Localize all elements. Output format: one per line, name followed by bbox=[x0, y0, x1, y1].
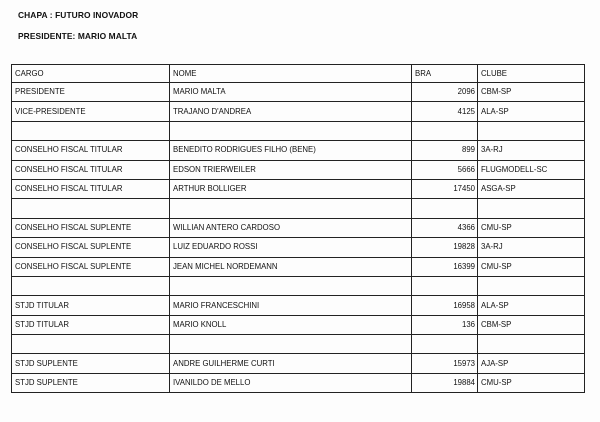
cell-bra: 19828 bbox=[412, 238, 478, 257]
cell-nome: TRAJANO D'ANDREA bbox=[170, 102, 412, 121]
cell-bra bbox=[412, 335, 478, 354]
table-row bbox=[12, 354, 585, 373]
chapa-title: CHAPA : FUTURO INOVADOR bbox=[18, 10, 139, 20]
cell-nome: LUIZ EDUARDO ROSSI bbox=[170, 238, 412, 257]
cell-cargo: STJD TITULAR bbox=[12, 296, 170, 315]
cell-nome: ANDRE GUILHERME CURTI bbox=[170, 354, 412, 373]
cell-bra: 899 bbox=[412, 141, 478, 160]
table-row bbox=[12, 315, 585, 334]
cell-clube: CMU-SP bbox=[478, 218, 585, 237]
cell-cargo: PRESIDENTE bbox=[12, 83, 170, 102]
table-row bbox=[12, 160, 585, 179]
cell-bra bbox=[412, 199, 478, 218]
cell-clube: AJA-SP bbox=[478, 354, 585, 373]
cell-cargo bbox=[12, 121, 170, 140]
cell-clube: CMU-SP bbox=[478, 257, 585, 276]
table-row bbox=[12, 257, 585, 276]
column-header-bra: BRA bbox=[412, 65, 478, 83]
cell-cargo: CONSELHO FISCAL SUPLENTE bbox=[12, 238, 170, 257]
cell-nome: MARIO MALTA bbox=[170, 83, 412, 102]
roster-table bbox=[11, 64, 585, 393]
table-row bbox=[12, 335, 585, 354]
cell-clube: 3A-RJ bbox=[478, 238, 585, 257]
cell-bra: 2096 bbox=[412, 83, 478, 102]
cell-nome bbox=[170, 199, 412, 218]
column-header-nome: NOME bbox=[170, 65, 412, 83]
cell-cargo: STJD TITULAR bbox=[12, 315, 170, 334]
table-row bbox=[12, 296, 585, 315]
table-row bbox=[12, 102, 585, 121]
cell-nome: IVANILDO DE MELLO bbox=[170, 373, 412, 392]
cell-nome bbox=[170, 121, 412, 140]
cell-clube bbox=[478, 199, 585, 218]
cell-clube bbox=[478, 276, 585, 295]
cell-nome: MARIO FRANCESCHINI bbox=[170, 296, 412, 315]
column-header-clube: CLUBE bbox=[478, 65, 585, 83]
table-row bbox=[12, 199, 585, 218]
table-row bbox=[12, 238, 585, 257]
cell-nome: WILLIAN ANTERO CARDOSO bbox=[170, 218, 412, 237]
cell-cargo: STJD SUPLENTE bbox=[12, 373, 170, 392]
cell-clube: CBM-SP bbox=[478, 315, 585, 334]
cell-cargo bbox=[12, 335, 170, 354]
column-header-cargo: CARGO bbox=[12, 65, 170, 83]
table-header-row bbox=[12, 65, 585, 83]
cell-bra: 136 bbox=[412, 315, 478, 334]
cell-nome: ARTHUR BOLLIGER bbox=[170, 179, 412, 198]
cell-cargo: VICE-PRESIDENTE bbox=[12, 102, 170, 121]
cell-clube: 3A-RJ bbox=[478, 141, 585, 160]
cell-bra: 19884 bbox=[412, 373, 478, 392]
cell-clube: CMU-SP bbox=[478, 373, 585, 392]
cell-nome bbox=[170, 335, 412, 354]
cell-bra: 15973 bbox=[412, 354, 478, 373]
table-row bbox=[12, 141, 585, 160]
cell-cargo: CONSELHO FISCAL TITULAR bbox=[12, 160, 170, 179]
cell-nome bbox=[170, 276, 412, 295]
cell-bra: 16399 bbox=[412, 257, 478, 276]
cell-clube: ALA-SP bbox=[478, 296, 585, 315]
roster-body bbox=[12, 83, 585, 393]
table-row bbox=[12, 83, 585, 102]
cell-nome: JEAN MICHEL NORDEMANN bbox=[170, 257, 412, 276]
table-row bbox=[12, 179, 585, 198]
cell-bra: 16958 bbox=[412, 296, 478, 315]
cell-clube: CBM-SP bbox=[478, 83, 585, 102]
cell-nome: EDSON TRIERWEILER bbox=[170, 160, 412, 179]
table-row bbox=[12, 373, 585, 392]
cell-cargo bbox=[12, 199, 170, 218]
cell-clube: ASGA-SP bbox=[478, 179, 585, 198]
table-row bbox=[12, 276, 585, 295]
cell-cargo: CONSELHO FISCAL TITULAR bbox=[12, 141, 170, 160]
table-row bbox=[12, 218, 585, 237]
cell-cargo: CONSELHO FISCAL SUPLENTE bbox=[12, 257, 170, 276]
cell-cargo: CONSELHO FISCAL TITULAR bbox=[12, 179, 170, 198]
cell-bra: 4125 bbox=[412, 102, 478, 121]
cell-clube bbox=[478, 121, 585, 140]
presidente-title: PRESIDENTE: MARIO MALTA bbox=[18, 31, 138, 41]
cell-bra: 17450 bbox=[412, 179, 478, 198]
cell-clube bbox=[478, 335, 585, 354]
cell-cargo: STJD SUPLENTE bbox=[12, 354, 170, 373]
table-row bbox=[12, 121, 585, 140]
cell-cargo bbox=[12, 276, 170, 295]
cell-bra: 5666 bbox=[412, 160, 478, 179]
cell-bra bbox=[412, 121, 478, 140]
cell-nome: BENEDITO RODRIGUES FILHO (BENE) bbox=[170, 141, 412, 160]
cell-cargo: CONSELHO FISCAL SUPLENTE bbox=[12, 218, 170, 237]
cell-clube: FLUGMODELL-SC bbox=[478, 160, 585, 179]
cell-bra: 4366 bbox=[412, 218, 478, 237]
cell-clube: ALA-SP bbox=[478, 102, 585, 121]
cell-bra bbox=[412, 276, 478, 295]
cell-nome: MARIO KNOLL bbox=[170, 315, 412, 334]
